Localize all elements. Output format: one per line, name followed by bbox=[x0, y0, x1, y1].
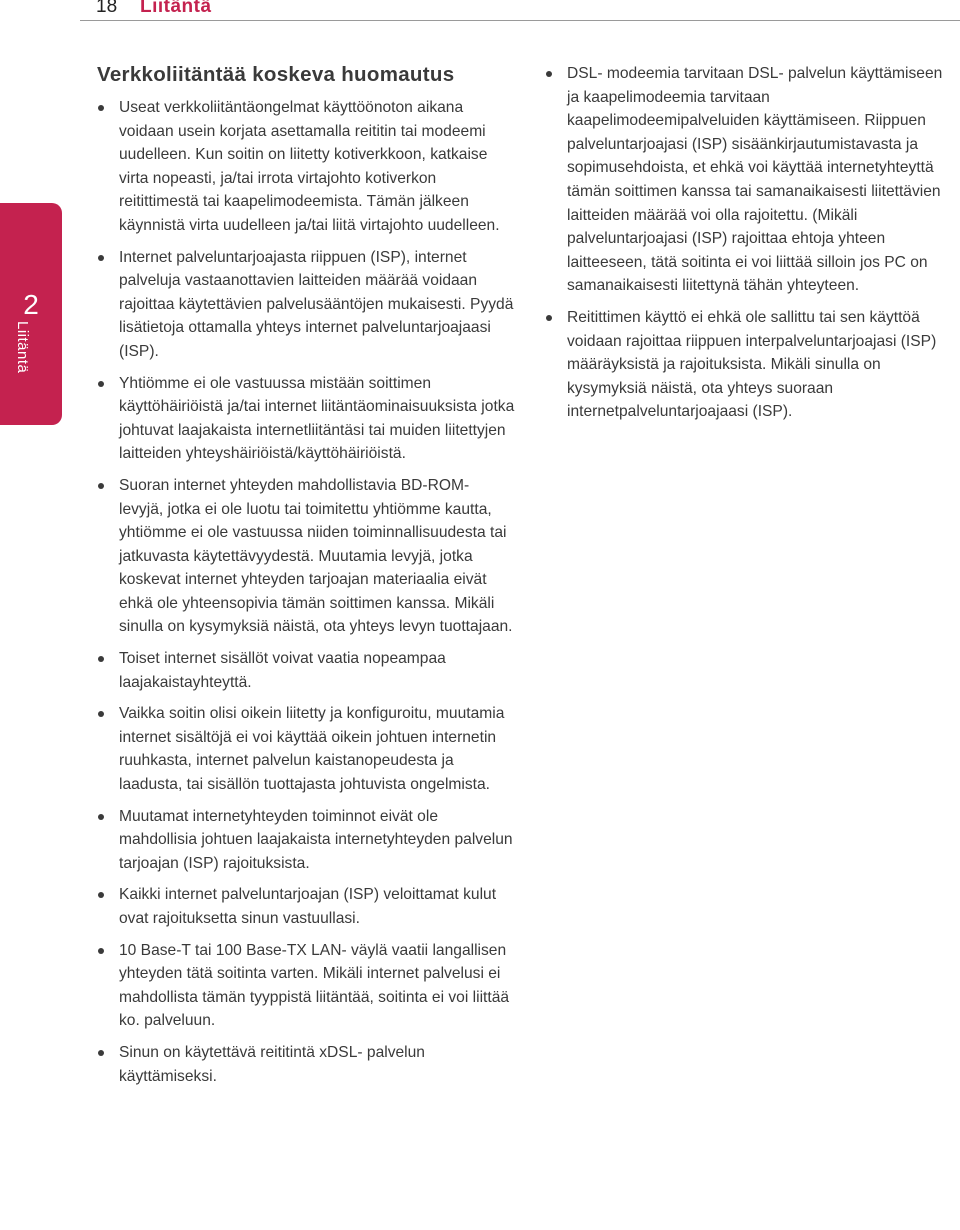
bullet-icon bbox=[98, 381, 104, 387]
bullet-icon bbox=[98, 711, 104, 717]
list-item-text: Muutamat internetyhteyden toiminnot eivät ole mahdollisia johtuen laajakaista internetyhteyden palvelun tarjoajan (ISP) rajoituksista. bbox=[119, 807, 513, 872]
list-item bbox=[97, 1041, 515, 1088]
list-item-text: Vaikka soitin olisi oikein liitetty ja konfiguroitu, muutamia internet sisältöjä ei voi käyttää oikein johtuen internetin ruuhkasta, internet palvelun kaistanopeudesta ja laadusta, tai sisällön tuottajasta johtuvista ongelmista. bbox=[119, 705, 505, 794]
list-item-text: Yhtiömme ei ole vastuussa mistään soittimen käyttöhäiriöistä ja/tai internet liitäntäominaisuuksista jotka johtuvat laajakaista internetliitäntäsi tai muiden liitettyjen laitteiden yhteyshäiriöistä/käyttöhäiriöistä. bbox=[119, 374, 515, 463]
list-item-text: Internet palveluntarjoajasta riippuen (ISP), internet palveluja vastaanottavien laitteiden määrää voidaan rajoittaa käytettävien palvelusääntöjen mukaisesti. Pyydä lisätietoja ottamalla yhteys internet palveluntarjoajaasi (ISP). bbox=[119, 248, 514, 360]
bullet-icon bbox=[98, 483, 104, 489]
bullet-icon bbox=[98, 814, 104, 820]
page-number: 18 bbox=[96, 0, 118, 17]
list-item bbox=[97, 883, 515, 930]
list-item-text: Sinun on käytettävä reititintä xDSL- palvelun käyttämiseksi. bbox=[119, 1043, 425, 1085]
list-item bbox=[97, 96, 515, 238]
bullet-icon bbox=[98, 255, 104, 261]
bullet-icon bbox=[546, 315, 552, 321]
section-title: Verkkoliitäntää koskeva huomautus bbox=[97, 63, 455, 86]
chapter-tab bbox=[0, 203, 62, 425]
list-item-text: Kaikki internet palveluntarjoajan (ISP) veloittamat kulut ovat rajoituksetta sinun vastuullasi. bbox=[119, 886, 497, 927]
bullet-icon bbox=[98, 892, 104, 898]
list-item-text: Suoran internet yhteyden mahdollistavia BD-ROM- levyjä, jotka ei ole luotu tai toimitettu yhtiömme kautta, yhtiömme ei ole vastuussa niiden toiminnallisuudesta tai jatkuvasta käytettävyydestä. Muutamia levyjä, jotka koskevat internet yhteyden tarjoajan materiaalia eivät ehkä ole yhteensopivia tämän soittimen kanssa. Mikäli sinulla on kysymyksiä näistä, ota yhteys levyn tuottajaan. bbox=[119, 476, 513, 636]
bullet-icon bbox=[546, 71, 552, 77]
right-bullet-list bbox=[545, 62, 955, 424]
bullet-icon bbox=[98, 948, 104, 954]
list-item bbox=[97, 702, 515, 796]
list-item-text: 10 Base-T tai 100 Base-TX LAN- väylä vaatii langallisen yhteyden tätä soitinta varten. Mikäli internet palvelusi ei mahdollista tämän tyyppistä liitäntää, soitinta ei voi liittää ko. palveluun. bbox=[119, 941, 510, 1030]
right-column bbox=[545, 62, 955, 432]
list-item bbox=[97, 246, 515, 364]
list-item-text: Toiset internet sisällöt voivat vaatia nopeampaa laajakaistayhteyttä. bbox=[119, 650, 446, 691]
header-divider bbox=[80, 20, 960, 21]
list-item bbox=[97, 372, 515, 466]
chapter-label: Liitäntä bbox=[14, 321, 31, 374]
bullet-icon bbox=[98, 1050, 104, 1056]
bullet-icon bbox=[98, 656, 104, 662]
bullet-icon bbox=[98, 105, 104, 111]
list-item-text: DSL- modeemia tarvitaan DSL- palvelun käyttämiseen ja kaapelimodeemia tarvitaan kaapelimodeemipalveluiden käyttämiseen. Riippuen palveluntarjoajasi (ISP) sisäänkirjautumistavasta ja sopimusehdoista, et ehkä voi käyttää internetyhteyttä tämän soittimen kanssa tai samanaikaisesti liitettävien laitteiden määrää voi olla rajoitettu. (Mikäli palveluntarjoajasi (ISP) rajoittaa ehtoja yhteen laitteeseen, tätä soitinta ei voi liittää silloin jos PC on samanaikaisesti liitettynä tähän yhteyteen. bbox=[567, 65, 943, 295]
list-item bbox=[97, 939, 515, 1033]
chapter-number: 2 bbox=[23, 289, 39, 320]
list-item bbox=[545, 62, 955, 298]
page-header bbox=[80, 0, 960, 20]
list-item-text: Useat verkkoliitäntäongelmat käyttöönoton aikana voidaan usein korjata asettamalla reititin tai modeemi uudelleen. Kun soitin on liitetty kotiverkkoon, katkaise virta nopeasti, ja/tai irrota virtajohto kotiverkon reitittimestä tai kaapelimodeemista. Tämän jälkeen käynnistä virta uudelleen ja/tai liitä virtajohto uudelleen. bbox=[119, 99, 500, 234]
left-bullet-list bbox=[97, 96, 515, 1088]
left-column bbox=[97, 62, 515, 1096]
list-item bbox=[97, 647, 515, 694]
header-title: Liitäntä bbox=[140, 0, 212, 17]
list-item bbox=[97, 474, 515, 639]
list-item-text: Reitittimen käyttö ei ehkä ole sallittu tai sen käyttöä voidaan rajoittaa riippuen interpalveluntarjoajasi (ISP) määräyksistä ja rajoituksista. Mikäli sinulla on kysymyksiä näistä, ota yhteys suoraan internetpalveluntarjoajaasi (ISP). bbox=[567, 308, 937, 421]
list-item bbox=[545, 306, 955, 424]
list-item bbox=[97, 805, 515, 876]
